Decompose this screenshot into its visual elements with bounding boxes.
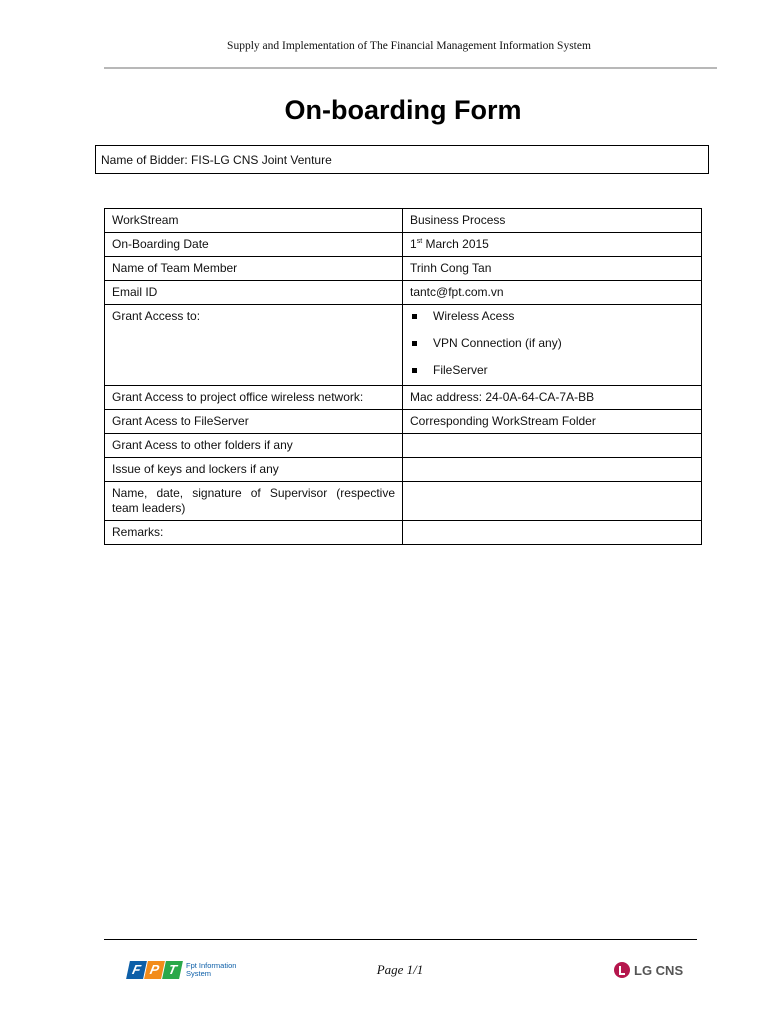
- lg-logo-icon: [614, 962, 630, 978]
- row-label: Grant Access to:: [105, 305, 403, 386]
- table-row: [105, 410, 702, 434]
- date-day: 1: [410, 237, 417, 251]
- table-row: [105, 386, 702, 410]
- row-value: [403, 233, 702, 257]
- row-label: Grant Access to project office wireless network:: [105, 386, 403, 410]
- row-label: WorkStream: [105, 209, 403, 233]
- row-label: Remarks:: [105, 521, 403, 545]
- list-item: Wireless Acess: [410, 309, 694, 336]
- lg-logo-text: LG CNS: [634, 963, 684, 978]
- row-value: [403, 521, 702, 545]
- row-value: [403, 305, 702, 386]
- date-month-year: March 2015: [422, 237, 489, 251]
- row-label: Name, date, signature of Supervisor (respective team leaders): [105, 482, 403, 521]
- form-title: On-boarding Form: [284, 95, 522, 125]
- fpt-logo-tile: T: [162, 961, 183, 979]
- lg-cns-logo: [614, 962, 694, 980]
- square-bullet-icon: [412, 368, 417, 373]
- table-row: [105, 305, 702, 386]
- row-label: Grant Acess to other folders if any: [105, 434, 403, 458]
- onboarding-table: [104, 208, 702, 545]
- row-label: Issue of keys and lockers if any: [105, 458, 403, 482]
- fpt-logo-subtitle: Fpt Information System: [186, 961, 237, 978]
- square-bullet-icon: [412, 314, 417, 319]
- list-item: VPN Connection (if any): [410, 336, 694, 363]
- square-bullet-icon: [412, 341, 417, 346]
- footer-rule: [104, 939, 697, 940]
- row-label: Name of Team Member: [105, 257, 403, 281]
- row-value: Mac address: 24-0A-64-CA-7A-BB: [403, 386, 702, 410]
- header-rule: [104, 67, 717, 69]
- fpt-logo-tile: F: [126, 961, 147, 979]
- bidder-name-box: Name of Bidder: FIS-LG CNS Joint Venture: [95, 145, 709, 174]
- table-row: [105, 482, 702, 521]
- row-value: [403, 434, 702, 458]
- table-row: [105, 458, 702, 482]
- row-label: Grant Acess to FileServer: [105, 410, 403, 434]
- running-header: Supply and Implementation of The Financial Management Information System: [227, 40, 591, 52]
- list-item: FileServer: [410, 363, 694, 381]
- table-row: [105, 434, 702, 458]
- page-number: Page 1/1: [376, 962, 424, 977]
- fpt-logo: [128, 958, 250, 982]
- fpt-logo-tile: P: [144, 961, 165, 979]
- row-value: Trinh Cong Tan: [403, 257, 702, 281]
- row-value: Corresponding WorkStream Folder: [403, 410, 702, 434]
- table-row: [105, 209, 702, 233]
- row-value: tantc@fpt.com.vn: [403, 281, 702, 305]
- access-list: [410, 309, 694, 381]
- date-ordinal: st: [416, 238, 423, 245]
- row-label: On-Boarding Date: [105, 233, 403, 257]
- row-value: Business Process: [403, 209, 702, 233]
- table-row: [105, 257, 702, 281]
- table-row: [105, 521, 702, 545]
- row-label: Email ID: [105, 281, 403, 305]
- row-value: [403, 482, 702, 521]
- row-value: [403, 458, 702, 482]
- table-row: [105, 233, 702, 257]
- table-row: [105, 281, 702, 305]
